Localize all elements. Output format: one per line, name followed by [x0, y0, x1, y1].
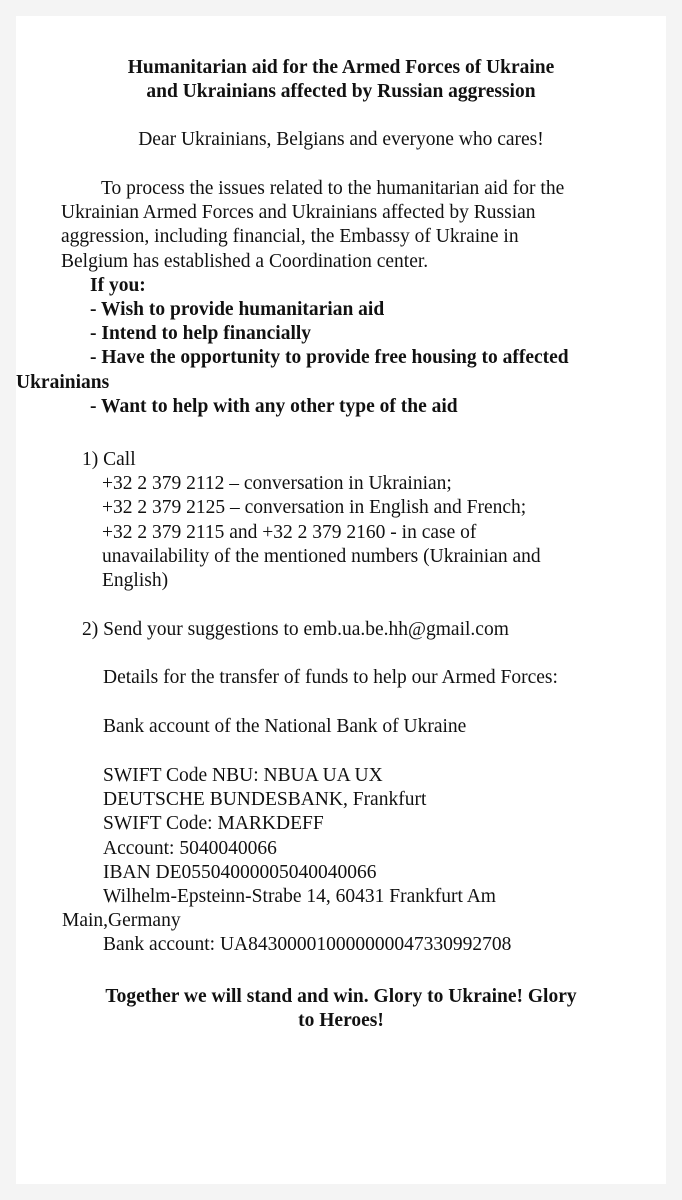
list-item: - Want to help with any other type of the aid: [90, 395, 458, 417]
phone-line: unavailability of the mentioned numbers (Ukrainian and: [102, 545, 541, 567]
email-line: 2) Send your suggestions to emb.ua.be.hh@gmail.com: [82, 619, 509, 640]
swift-nbu-line: SWIFT Code NBU: NBUA UA UX: [103, 765, 383, 786]
bank-name-line: DEUTSCHE BUNDESBANK, Frankfurt: [103, 789, 427, 811]
greeting: Dear Ukrainians, Belgians and everyone who cares!: [138, 129, 544, 150]
list-item: - Have the opportunity to provide free housing to affected: [90, 347, 569, 369]
intro-line: aggression, including financial, the Embassy of Ukraine in: [61, 226, 519, 248]
phone-line: +32 2 379 2125 – conversation in English and French;: [102, 497, 527, 519]
call-heading: 1) Call: [82, 449, 136, 470]
phone-line: +32 2 379 2112 – conversation in Ukrainian;: [102, 473, 452, 495]
document-page: [16, 16, 666, 1184]
intro-line: To process the issues related to the humanitarian aid for the: [101, 178, 565, 199]
list-item-continuation: Ukrainians: [16, 371, 110, 393]
bank-details: [62, 764, 622, 958]
phone-line: English): [102, 570, 169, 592]
closing-statement: [16, 985, 666, 1033]
bank-account-line: Bank account: UA843000010000000047330992708: [103, 934, 512, 956]
swift-code-line: SWIFT Code: MARKDEFF: [103, 813, 324, 835]
title-line-1: Humanitarian aid for the Armed Forces of Ukraine: [127, 57, 555, 78]
help-options-list: [16, 298, 660, 419]
intro-line: Belgium has established a Coordination center.: [61, 250, 429, 272]
intro-line: Ukrainian Armed Forces and Ukrainians affected by Russian: [61, 202, 536, 224]
closing-line-1: Together we will stand and win. Glory to Ukraine! Glory: [105, 986, 577, 1007]
document-title: [16, 56, 666, 104]
address-line: Wilhelm-Epsteinn-Strabe 14, 60431 Frankfurt Am: [103, 886, 496, 908]
funds-heading: Details for the transfer of funds to help our Armed Forces:: [103, 667, 558, 688]
phone-line: +32 2 379 2115 and +32 2 379 2160 - in case of: [102, 521, 477, 543]
if-you-heading: If you:: [90, 275, 146, 296]
account-line: Account: 5040040066: [103, 837, 277, 859]
nbu-account-heading: Bank account of the National Bank of Ukraine: [103, 716, 467, 737]
call-section: [82, 448, 642, 593]
list-item: - Intend to help financially: [90, 323, 312, 345]
list-item: - Wish to provide humanitarian aid: [90, 299, 385, 320]
address-line-continuation: Main,Germany: [62, 910, 181, 932]
closing-line-2: to Heroes!: [298, 1010, 384, 1032]
title-line-2: and Ukrainians affected by Russian aggression: [146, 81, 536, 102]
iban-line: IBAN DE05504000005040040066: [103, 861, 377, 883]
intro-paragraph: [61, 177, 661, 274]
